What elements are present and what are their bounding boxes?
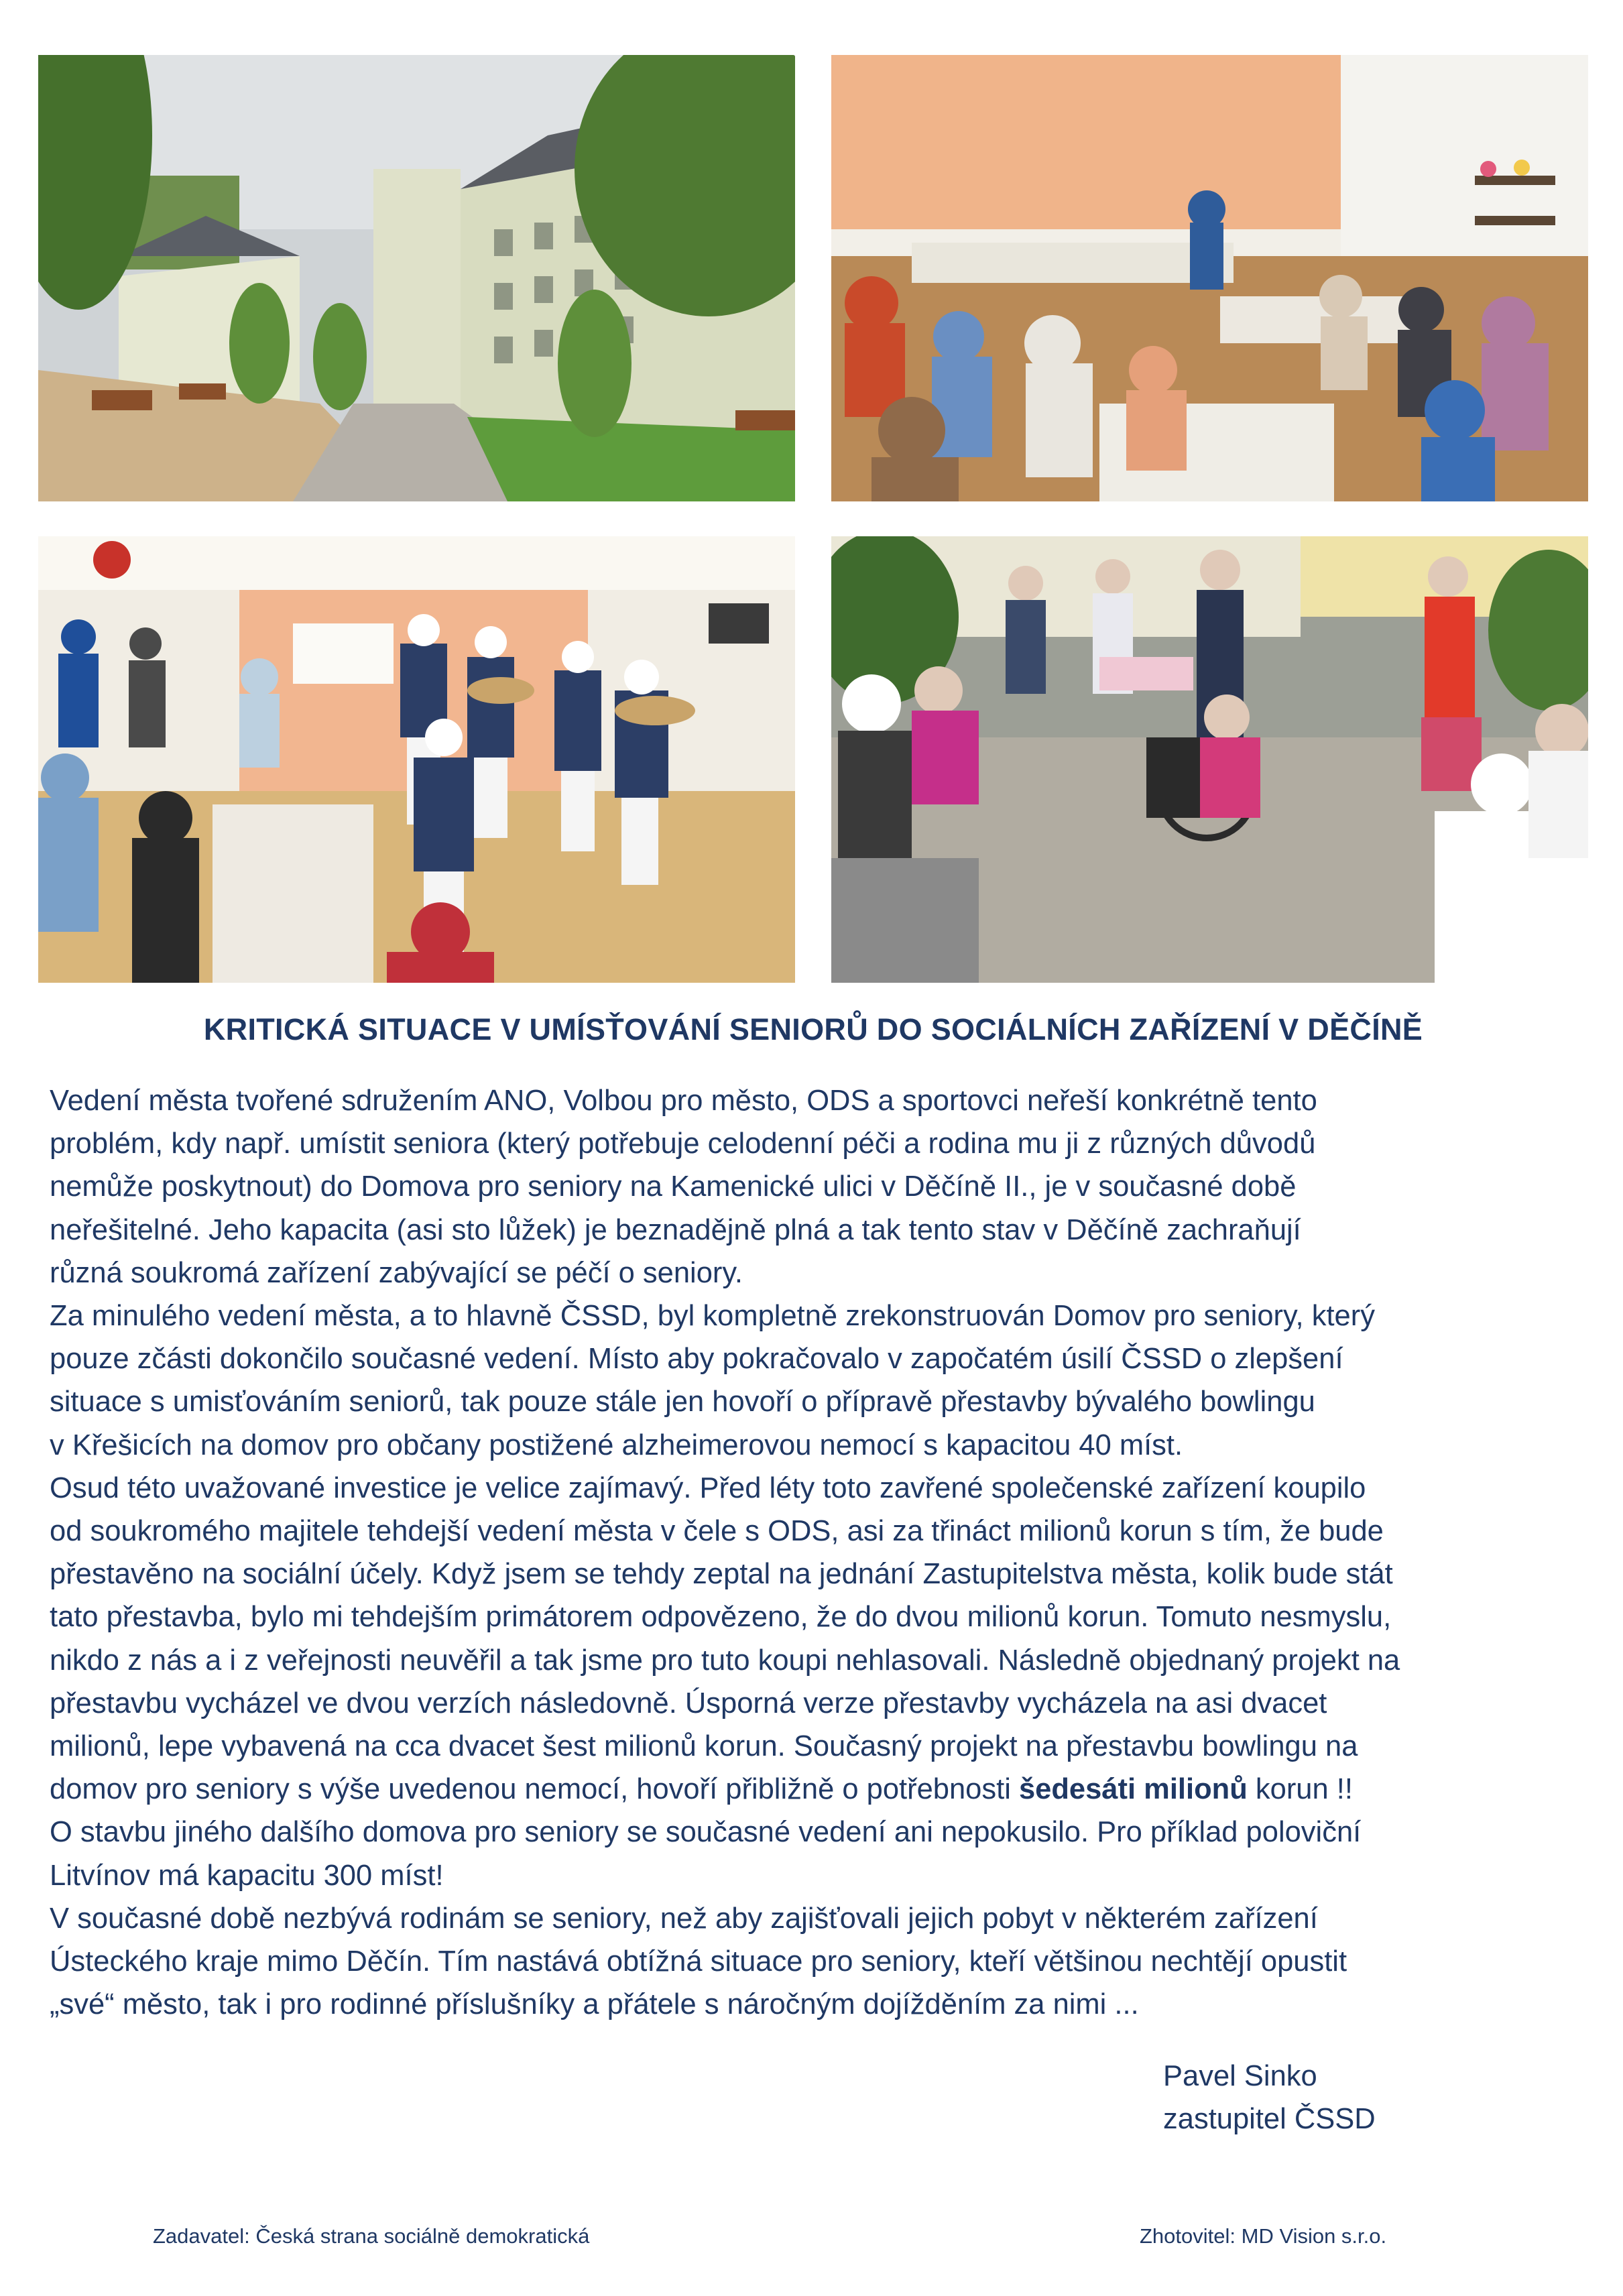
article-line: různá soukromá zařízení zabývající se péčí o seniory. xyxy=(50,1256,743,1289)
article-line: O stavbu jiného dalšího domova pro seniory se současné vedení ani nepokusilo. Pro příklad poloviční xyxy=(50,1816,1362,1849)
signature xyxy=(1163,2055,1376,2140)
article-line: od soukromého majitele tehdejší vedení města v čele s ODS, asi za třináct milionů korun s tím, že bude xyxy=(50,1515,1384,1548)
article-line: neřešitelné. Jeho kapacita (asi sto lůžek) je beznadějně plná a tak tento stav v Děčíně zachraňují xyxy=(50,1213,1301,1246)
article-line: situace s umisťováním seniorů, tak pouze stále jen hovoří o přípravě přestavby bývalého bowlingu xyxy=(50,1386,1315,1418)
page-title: KRITICKÁ SITUACE V UMÍSŤOVÁNÍ SENIORŮ DO SOCIÁLNÍCH ZAŘÍZENÍ V DĚČÍNĚ xyxy=(203,1012,1423,1046)
article-line: přestavěno na sociální účely. Když jsem se tehdy zeptal na jednání Zastupitelstva města, kolik bude stát xyxy=(50,1558,1393,1591)
article-line: Za minulého vedení města, a to hlavně ČSSD, byl kompletně zrekonstruován Domov pro seniory, který xyxy=(50,1300,1375,1333)
article-line: Osud této uvažované investice je velice zajímavý. Před léty toto zavřené společenské zařízení koupilo xyxy=(50,1471,1366,1504)
footer-client: Zadavatel: Česká strana sociálně demokratická xyxy=(153,2224,590,2248)
emphasis-amount: šedesáti milionů xyxy=(1018,1773,1248,1806)
article-body xyxy=(50,1079,1591,2026)
author-name: Pavel Sinko xyxy=(1163,2060,1317,2092)
author-role: zastupitel ČSSD xyxy=(1163,2103,1376,2135)
article-text: korun !! xyxy=(1247,1773,1353,1806)
building-photo xyxy=(38,55,795,501)
article-line: nemůže poskytnout) do Domova pro seniory na Kamenické ulici v Děčíně II., je v současné době xyxy=(50,1170,1297,1203)
article-line: Ústeckého kraje mimo Děčín. Tím nastává obtížná situace pro seniory, kteří většinou nechtějí opustit xyxy=(50,1945,1347,1978)
footer-producer: Zhotovitel: MD Vision s.r.o. xyxy=(1140,2224,1387,2248)
article-line-emphasis xyxy=(50,1768,1591,1811)
article-text: domov pro seniory s výše uvedenou nemocí, hovoří přibližně o potřebnosti xyxy=(50,1773,1019,1806)
seniors-cafe-photo xyxy=(831,55,1588,501)
article-line: pouze zčásti dokončilo současné vedení. Místo aby pokračovalo v započatém úsilí ČSSD o zlepšení xyxy=(50,1343,1343,1376)
article-line: nikdo z nás a i z veřejnosti neuvěřil a tak jsme pro tuto koupi nehlasovali. Následně objednaný projekt na xyxy=(50,1644,1400,1677)
article-line: v Křešicích na domov pro občany postižené alzheimerovou nemocí s kapacitou 40 míst. xyxy=(50,1429,1183,1461)
dance-performance-photo xyxy=(38,536,795,983)
article-line: přestavbu vycházel ve dvou verzích následovně. Úsporná verze přestavby vycházela na asi dvacet xyxy=(50,1687,1327,1719)
article-line: Vedení města tvořené sdružením ANO, Volbou pro město, ODS a sportovci neřeší konkrétně tento xyxy=(50,1085,1317,1117)
article-line: problém, kdy např. umístit seniora (který potřebuje celodenní péči a rodina mu ji z různých důvodů xyxy=(50,1128,1316,1160)
article-line: „své“ město, tak i pro rodinné příslušníky a přátele s náročným dojížděním za nimi ... xyxy=(50,1988,1139,2021)
article-line: milionů, lepe vybavená na cca dvacet šest milionů korun. Současný projekt na přestavbu bowlingu na xyxy=(50,1730,1358,1763)
article-line: V současné době nezbývá rodinám se seniory, než aby zajišťovali jejich pobyt v některém zařízení xyxy=(50,1902,1318,1935)
article-line: tato přestavba, bylo mi tehdejším primátorem odpovězeno, že do dvou milionů korun. Tomuto nesmyslu, xyxy=(50,1601,1392,1634)
article-line: Litvínov má kapacitu 300 míst! xyxy=(50,1859,444,1892)
terrace-visit-photo xyxy=(831,536,1588,983)
